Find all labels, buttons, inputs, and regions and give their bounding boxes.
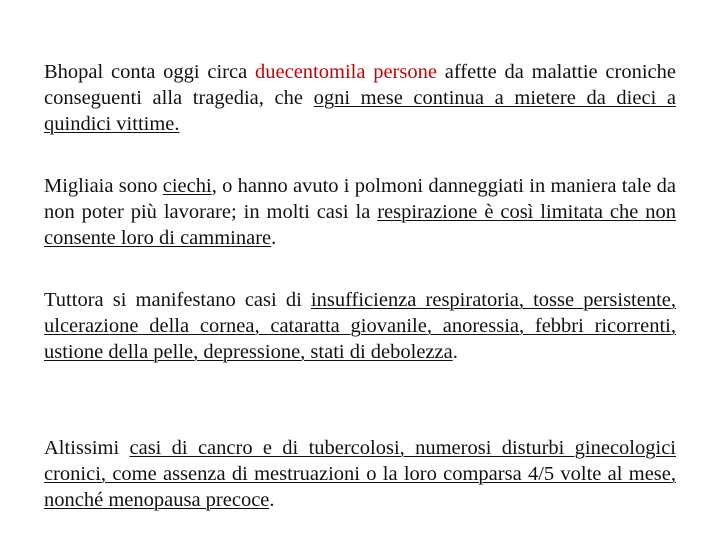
text-segment: Tuttora si manifestano casi di — [44, 288, 311, 311]
text-segment: . — [452, 340, 458, 363]
paragraph-2 — [44, 173, 676, 251]
paragraph-3 — [44, 287, 676, 365]
underlined-text: respirazione è così limitata che non consente loro di camminare — [44, 200, 676, 249]
underlined-text: ogni mese continua a mietere da dieci a quindici vittime. — [44, 86, 676, 135]
underlined-text: ciechi — [162, 174, 212, 197]
text-segment: Migliaia sono — [44, 174, 163, 197]
paragraph-1 — [44, 59, 676, 137]
text-segment: affette da malattie croniche conseguenti alla tragedia, che — [44, 60, 676, 109]
text-segment: , o hanno avuto i polmoni danneggiati in maniera tale da non poter più lavorare; in molti casi la — [44, 174, 676, 223]
text-segment: Altissimi — [44, 436, 130, 459]
underlined-text: casi di cancro e di tubercolosi, numerosi disturbi ginecologici cronici, come assenza di mestruazioni o la loro comparsa 4/5 volte al mese, nonché menopausa precoce — [44, 436, 676, 511]
paragraph-4 — [44, 435, 676, 513]
highlighted-text: duecentomila persone — [255, 60, 437, 83]
text-segment: . — [271, 226, 277, 249]
underlined-text: insufficienza respiratoria, tosse persistente, ulcerazione della cornea, cataratta giovanile, anoressia, febbri ricorrenti, ustione della pelle, depressione, stati di debolezza — [44, 288, 677, 363]
text-segment: Bhopal conta oggi circa — [44, 60, 255, 83]
text-segment: . — [269, 488, 275, 511]
